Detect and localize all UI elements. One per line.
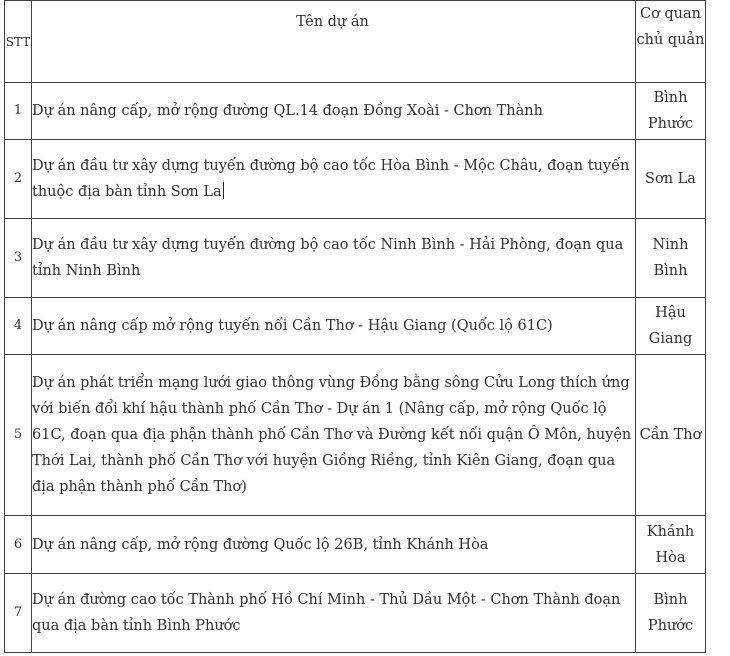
row-project-name[interactable]	[32, 140, 636, 219]
row-project-name: Dự án đường cao tốc Thành phố Hồ Chí Minh - Thủ Dầu Một - Chơn Thành đoạn qua địa bàn tỉnh Bình Phước	[32, 574, 636, 653]
row-managing-agency: Ninh Bình	[636, 219, 706, 298]
row-stt: 6	[5, 516, 32, 574]
table-row	[5, 83, 706, 140]
row-project-name-text: Dự án đầu tư xây dựng tuyến đường bộ cao tốc Hòa Bình - Mộc Châu, đoạn tuyến thuộc địa bàn tỉnh Sơn La	[32, 158, 630, 200]
header-project-name: Tên dự án	[32, 1, 636, 83]
row-stt: 5	[5, 355, 32, 516]
table-header-row	[5, 1, 706, 83]
table-row	[5, 298, 706, 355]
row-managing-agency: Hậu Giang	[636, 298, 706, 355]
text-cursor	[223, 182, 224, 199]
projects-table	[4, 0, 706, 653]
row-project-name: Dự án nâng cấp, mở rộng đường QL.14 đoạn Đồng Xoài - Chơn Thành	[32, 83, 636, 140]
row-stt: 2	[5, 140, 32, 219]
row-managing-agency: Bình Phước	[636, 574, 706, 653]
table-row	[5, 219, 706, 298]
row-project-name: Dự án phát triển mạng lưới giao thông vùng Đồng bằng sông Cửu Long thích ứng với biến đổi khí hậu thành phố Cần Thơ - Dự án 1 (Nâng cấp, mở rộng Quốc lộ 61C, đoạn qua địa phận thành phố Cần Thơ và Đường kết nối quận Ô Môn, huyện Thới Lai, thành phố Cần Thơ với huyện Giồng Riềng, tỉnh Kiên Giang, đoạn qua địa phận thành phố Cần Thơ)	[32, 355, 636, 516]
row-stt: 1	[5, 83, 32, 140]
row-stt: 3	[5, 219, 32, 298]
table-row	[5, 140, 706, 219]
row-managing-agency: Cần Thơ	[636, 355, 706, 516]
row-managing-agency: Sơn La	[636, 140, 706, 219]
row-stt: 7	[5, 574, 32, 653]
row-project-name: Dự án nâng cấp mở rộng tuyến nối Cần Thơ - Hậu Giang (Quốc lộ 61C)	[32, 298, 636, 355]
table-row	[5, 574, 706, 653]
row-managing-agency: Bình Phước	[636, 83, 706, 140]
header-stt: STT	[5, 1, 32, 83]
row-stt: 4	[5, 298, 32, 355]
table-row	[5, 516, 706, 574]
row-project-name: Dự án nâng cấp, mở rộng đường Quốc lộ 26B, tỉnh Khánh Hòa	[32, 516, 636, 574]
row-managing-agency: Khánh Hòa	[636, 516, 706, 574]
table-row	[5, 355, 706, 516]
header-managing-agency: Cơ quan chủ quản	[636, 1, 706, 83]
row-project-name: Dự án đầu tư xây dựng tuyến đường bộ cao tốc Ninh Bình - Hải Phòng, đoạn qua tỉnh Ninh Bình	[32, 219, 636, 298]
